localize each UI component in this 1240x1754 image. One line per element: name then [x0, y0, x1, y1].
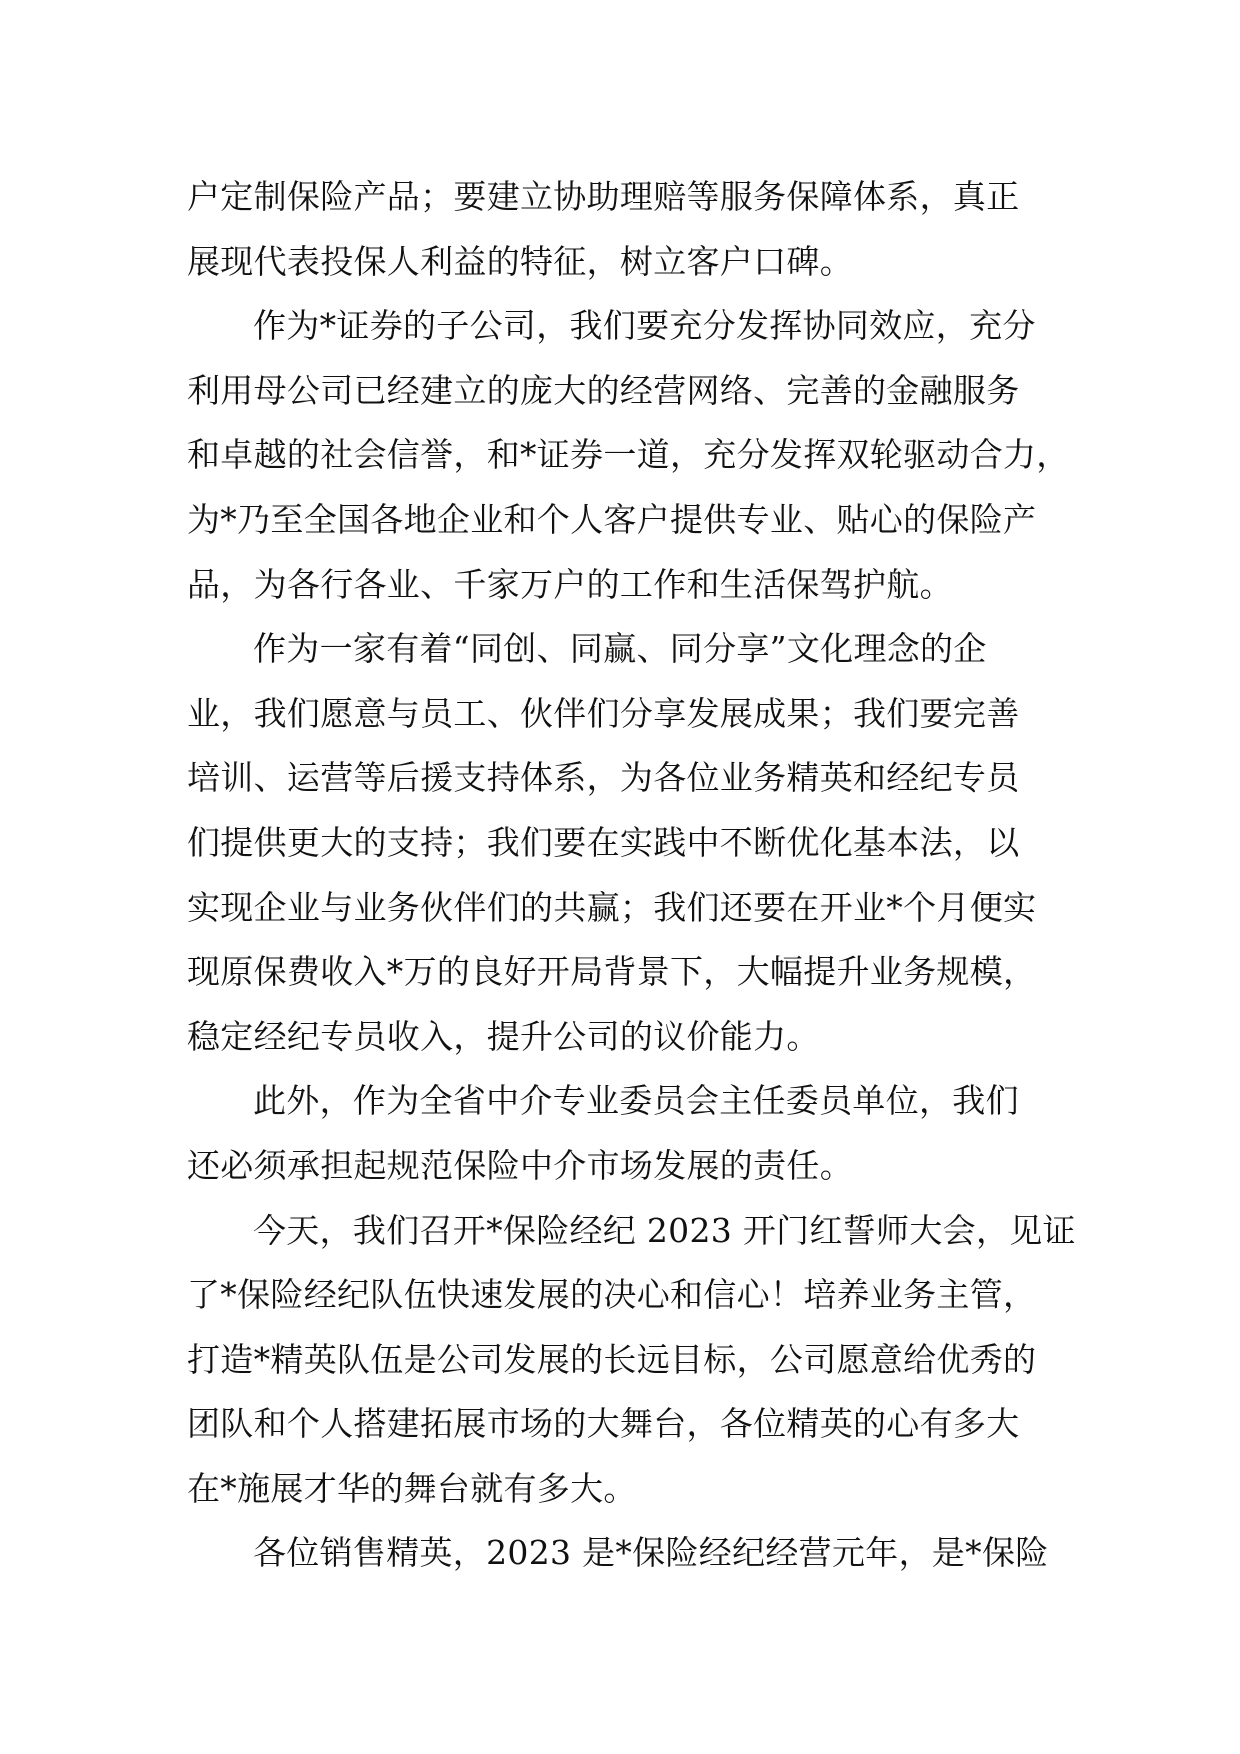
text-line: 现原保费收入*万的良好开局背景下，大幅提升业务规模，: [187, 952, 1037, 992]
paragraph-start: 作为一家有着“同创、同赢、同分享”文化理念的企: [253, 629, 987, 669]
text-line: 在*施展才华的舞台就有多大。: [187, 1468, 637, 1508]
paragraph-start: 作为*证券的子公司，我们要充分发挥协同效应，充分: [253, 306, 1036, 346]
text-line: 展现代表投保人利益的特征，树立客户口碑。: [187, 241, 853, 281]
text-line: 们提供更大的支持；我们要在实践中不断优化基本法，以: [187, 822, 1020, 862]
paragraph-start: 此外，作为全省中介专业委员会主任委员单位，我们: [253, 1081, 1019, 1121]
text-line: 户定制保险产品；要建立协助理赔等服务保障体系，真正: [187, 177, 1020, 216]
text-line: 打造*精英队伍是公司发展的长远目标，公司愿意给优秀的: [187, 1339, 1037, 1379]
paragraph-start: 今天，我们召开*保险经纪 2023 开门红誓师大会，见证: [253, 1210, 1076, 1250]
text-line: 还必须承担起规范保险中介市场发展的责任。: [187, 1145, 853, 1185]
text-line: 团队和个人搭建拓展市场的大舞台，各位精英的心有多大: [187, 1404, 1020, 1444]
text-line: 为*乃至全国各地企业和个人客户提供专业、贴心的保险产: [187, 499, 1037, 539]
paragraph-start: 各位销售精英，2023 是*保险经纪经营元年，是*保险: [253, 1533, 1049, 1573]
text-line: 和卓越的社会信誉，和*证券一道，充分发挥双轮驱动合力，: [187, 435, 1070, 475]
text-line: 了*保险经纪队伍快速发展的决心和信心！培养业务主管，: [187, 1275, 1037, 1315]
document-body: [187, 165, 1087, 1586]
text-line: 培训、运营等后援支持体系，为各位业务精英和经纪专员: [187, 758, 1020, 798]
text-line: 利用母公司已经建立的庞大的经营网络、完善的金融服务: [187, 370, 1020, 410]
text-line: 业，我们愿意与员工、伙伴们分享发展成果；我们要完善: [187, 693, 1020, 733]
text-line: 稳定经纪专员收入，提升公司的议价能力。: [187, 1016, 820, 1056]
text-line: 实现企业与业务伙伴们的共赢；我们还要在开业*个月便实: [187, 887, 1037, 927]
text-line: 品，为各行各业、千家万户的工作和生活保驾护航。: [187, 564, 953, 604]
